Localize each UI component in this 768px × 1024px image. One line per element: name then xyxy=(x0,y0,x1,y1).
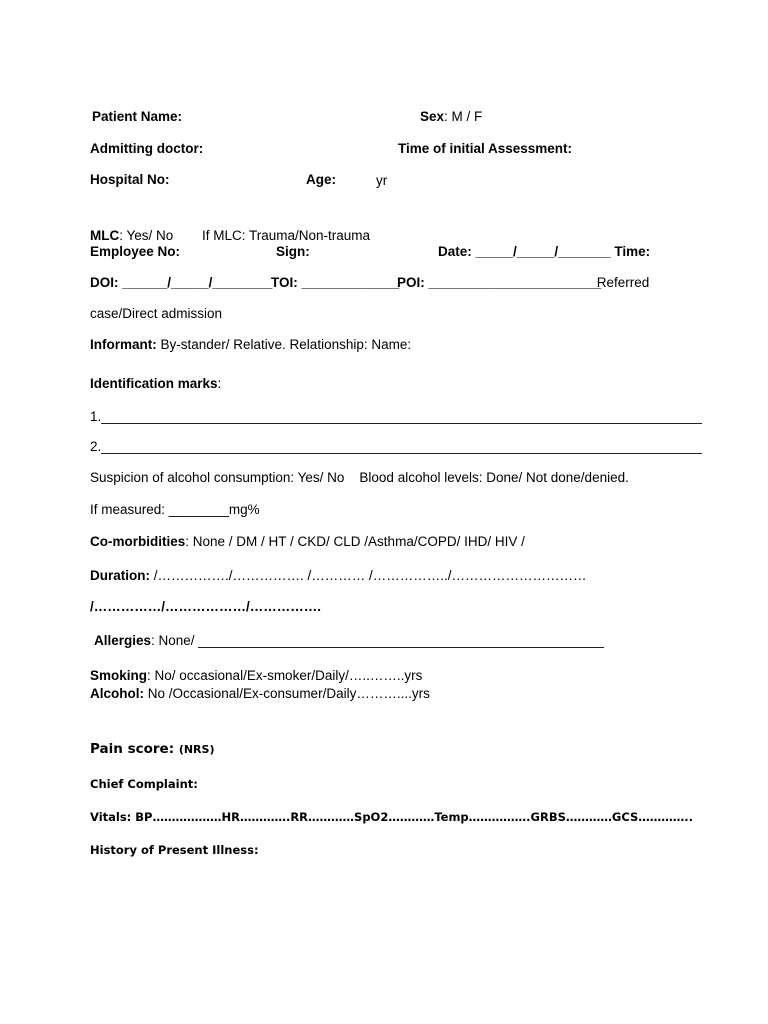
smoking-label: Smoking xyxy=(90,668,148,683)
identification-marks-heading: Identification marks: xyxy=(90,376,222,391)
duration-label: Duration: xyxy=(90,568,154,583)
identification-line-2: 2.________________________________________________________________________________ xyxy=(90,439,702,454)
allergies-options: : None/ ______________________________________________________ xyxy=(151,633,604,648)
comorbidities-field xyxy=(90,534,525,550)
informant-options: By-stander/ Relative. Relationship: Name: xyxy=(156,337,412,352)
alcohol-measured-text: If measured: ________mg% xyxy=(90,502,260,517)
pain-score-scale: (NRS) xyxy=(178,743,215,756)
alcohol-suspicion-text: Suspicion of alcohol consumption: Yes/ No Blood alcohol levels: Done/ Not done/denied. xyxy=(90,470,629,485)
doi-field: DOI: ______/_____/________ xyxy=(90,275,273,290)
history-present-illness-label: History of Present Illness: xyxy=(90,843,259,857)
employee-no-label: Employee No: xyxy=(90,244,181,259)
poi-field: POI: _______________________ xyxy=(397,275,602,290)
mlc-options: : Yes/ No xyxy=(119,228,174,243)
allergies-label: Allergies xyxy=(94,633,152,648)
identification-line-1: 1.________________________________________________________________________________ xyxy=(90,409,702,424)
patient-name-label: Patient Name: xyxy=(92,109,183,124)
informant-label: Informant: xyxy=(90,337,157,352)
identification-label: Identification marks xyxy=(90,376,218,391)
chief-complaint-label: Chief Complaint: xyxy=(90,777,198,791)
duration-field xyxy=(90,568,587,584)
toi-field: TOI: _____________ xyxy=(271,275,400,290)
mlc-type: If MLC: Trauma/Non-trauma xyxy=(202,228,371,243)
admitting-doctor-label: Admitting doctor: xyxy=(90,141,204,156)
sex-field xyxy=(420,109,482,125)
age-label: Age: xyxy=(306,172,336,187)
duration-line-2: /……………/………………/……………. xyxy=(90,599,322,614)
vitals-line: Vitals: BP………………HR………….RR…………SpO2…………Temp…………….GRBS…………GCS………….. xyxy=(90,810,693,824)
age-unit: yr xyxy=(376,173,388,188)
date-time-label: Date: _____/_____/_______ Time: xyxy=(438,244,651,259)
smoking-options: : No/ occasional/Ex-smoker/Daily/…..……..yrs xyxy=(147,668,423,683)
smoking-field xyxy=(90,668,422,684)
informant-field xyxy=(90,337,411,353)
allergies-field xyxy=(94,633,604,649)
comorbidities-label: Co-morbidities xyxy=(90,534,186,549)
referred-text: Referred xyxy=(593,275,650,290)
mlc-field xyxy=(90,228,173,244)
hospital-no-label: Hospital No: xyxy=(90,172,170,187)
duration-values: /……………./……………. /………… /……………../………………………… xyxy=(153,568,587,583)
mlc-label: MLC xyxy=(90,228,120,243)
admission-type-text: case/Direct admission xyxy=(90,306,223,321)
sex-label: Sex xyxy=(420,109,445,124)
sex-options: : M / F xyxy=(444,109,483,124)
alcohol-label: Alcohol: xyxy=(90,686,144,701)
pain-score-label: Pain score: xyxy=(90,741,179,757)
sign-label: Sign: xyxy=(276,244,310,259)
alcohol-field xyxy=(90,686,430,702)
alcohol-options: No /Occasional/Ex-consumer/Daily………....yrs xyxy=(144,686,430,701)
time-assessment-label: Time of initial Assessment: xyxy=(398,141,573,156)
comorbidities-options: : None / DM / HT / CKD/ CLD /Asthma/COPD/ IHD/ HIV / xyxy=(185,534,525,549)
pain-score-field xyxy=(90,741,214,758)
